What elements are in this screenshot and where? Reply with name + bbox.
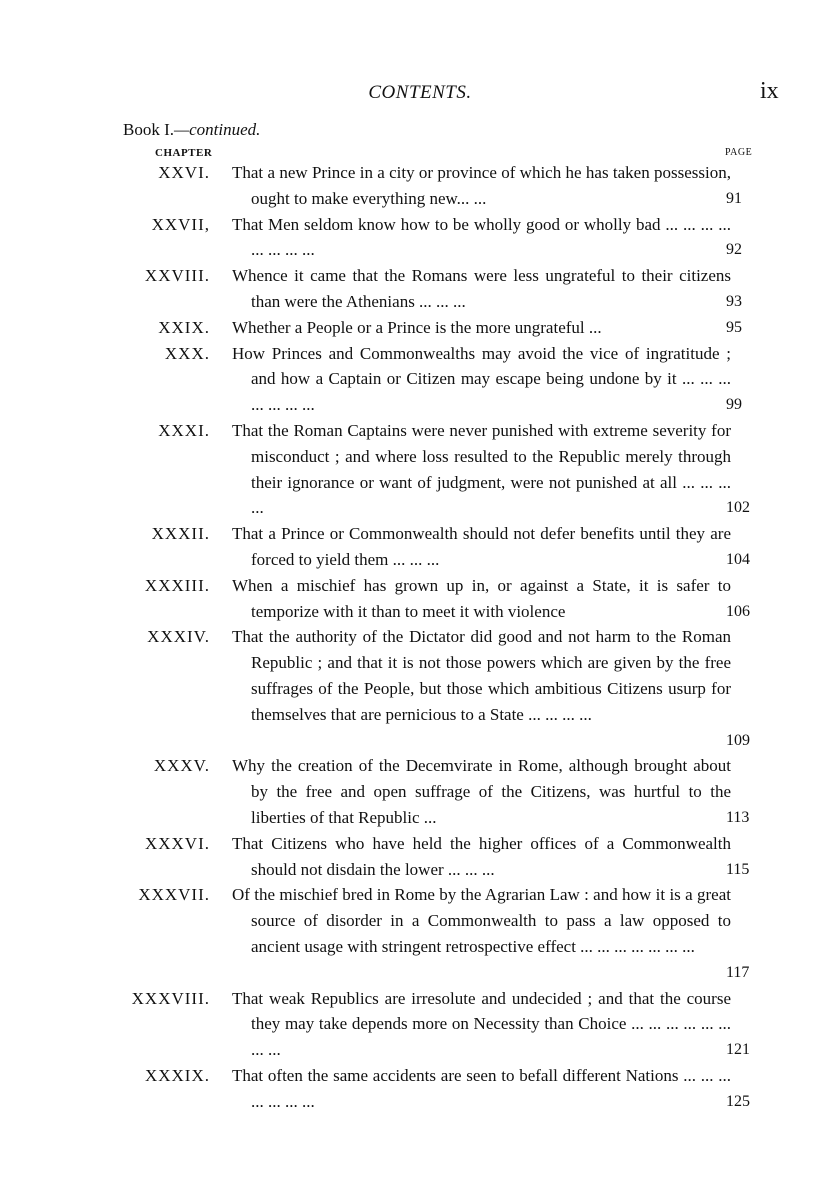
page-ref: 102 (726, 499, 750, 517)
page-ref: 109 (726, 731, 750, 749)
page-ref: 121 (726, 1041, 750, 1059)
chapter-number: XXXVI. (144, 833, 210, 853)
chapter-number: XXXIV. (147, 627, 210, 647)
chapter-number: XXXIII. (144, 575, 210, 595)
chapter-title: Why the creation of the Decemvirate in Rome, although brought about by the free and open suffrage of the Citizens, was hurtful to the liberties of that Republic ... (232, 756, 731, 827)
page-ref: 115 (726, 860, 750, 878)
chapter-number: XXXV. (153, 756, 210, 776)
page-ref: 99 (726, 396, 742, 414)
page-ref: 95 (726, 318, 742, 336)
chapter-title: How Princes and Commonwealths may avoid the vice of ingratitude ; and how a Captain or Citizen may escape being undone by it ... ... ... ... ... ... ... (232, 343, 731, 415)
chapter-number: XXVI. (158, 163, 210, 182)
chapter-title: That a Prince or Commonwealth should not defer benefits until they are forced to yield them ... ... ... (232, 524, 731, 569)
chapter-number: XXXII. (151, 524, 210, 544)
page-ref: 106 (726, 602, 750, 620)
chapter-title: That the authority of the Dictator did good and not harm to the Roman Republic ; and that it is not those powers which are given by the free suffrages of the People, but those which ambitious Citizens usurp for themselves that are pernicious to a State ... ... ... ... (232, 627, 731, 724)
chapter-number: XXXI. (158, 421, 210, 440)
chapter-title: That Citizens who have held the higher offices of a Commonwealth should not disdain the lower ... ... ... (232, 833, 731, 879)
chapter-title: Whence it came that the Romans were less ungrateful to their citizens than were the Athenians ... ... ... (232, 266, 731, 311)
chapter-title: That Men seldom know how to be wholly good or wholly bad ... ... ... ... ... ... ... ... (232, 214, 731, 260)
book-continued: —continued. (174, 120, 261, 139)
page-ref: 93 (726, 292, 742, 310)
chapter-title: When a mischief has grown up in, or against a State, it is safer to temporize with it than to meet it with violence (232, 575, 731, 621)
chapter-number: XXXVIII. (131, 988, 210, 1008)
page-column-header: PAGE (725, 147, 753, 158)
page-ref: 92 (726, 241, 742, 259)
page-title: CONTENTS. (368, 82, 472, 103)
chapter-title: That a new Prince in a city or province of which he has taken possession, ought to make everything new... ... (232, 163, 731, 208)
page-ref: 117 (726, 963, 750, 981)
chapter-title: That the Roman Captains were never punished with extreme severity for misconduct ; and where loss resulted to the Republic merely through their ignorance or want of judgment, were not punished at all ... ... ... ... (232, 421, 731, 518)
page-ref: 91 (726, 189, 742, 207)
chapter-title: Whether a People or a Prince is the more ungrateful ... (232, 317, 602, 337)
chapter-number: XXVIII. (144, 266, 210, 286)
chapter-number: XXVII, (151, 214, 210, 234)
page-ref: 113 (726, 808, 750, 826)
page-ref: 125 (726, 1092, 750, 1110)
chapter-number: XXXVII. (138, 885, 210, 905)
chapter-number: XXX. (164, 343, 210, 363)
chapter-title: Of the mischief bred in Rome by the Agrarian Law : and how it is a great source of disorder in a Commonwealth to pass a law opposed to ancient usage with stringent retrospective effect ... ... ... ... ... ... ... (232, 885, 731, 956)
page-ref: 104 (726, 550, 750, 568)
chapter-number: XXXIX. (144, 1066, 210, 1085)
chapter-column-header: CHAPTER (155, 147, 213, 159)
chapter-title: That often the same accidents are seen to befall different Nations ... ... ... ... ... ... ... (232, 1066, 731, 1111)
book-label: Book I. (123, 120, 174, 139)
page-number: ix (760, 78, 779, 104)
chapter-title: That weak Republics are irresolute and undecided ; and that the course they may take depends more on Necessity than Choice ... ... ... ... ... ... ... ... (232, 988, 731, 1060)
chapter-number: XXIX. (158, 317, 210, 337)
